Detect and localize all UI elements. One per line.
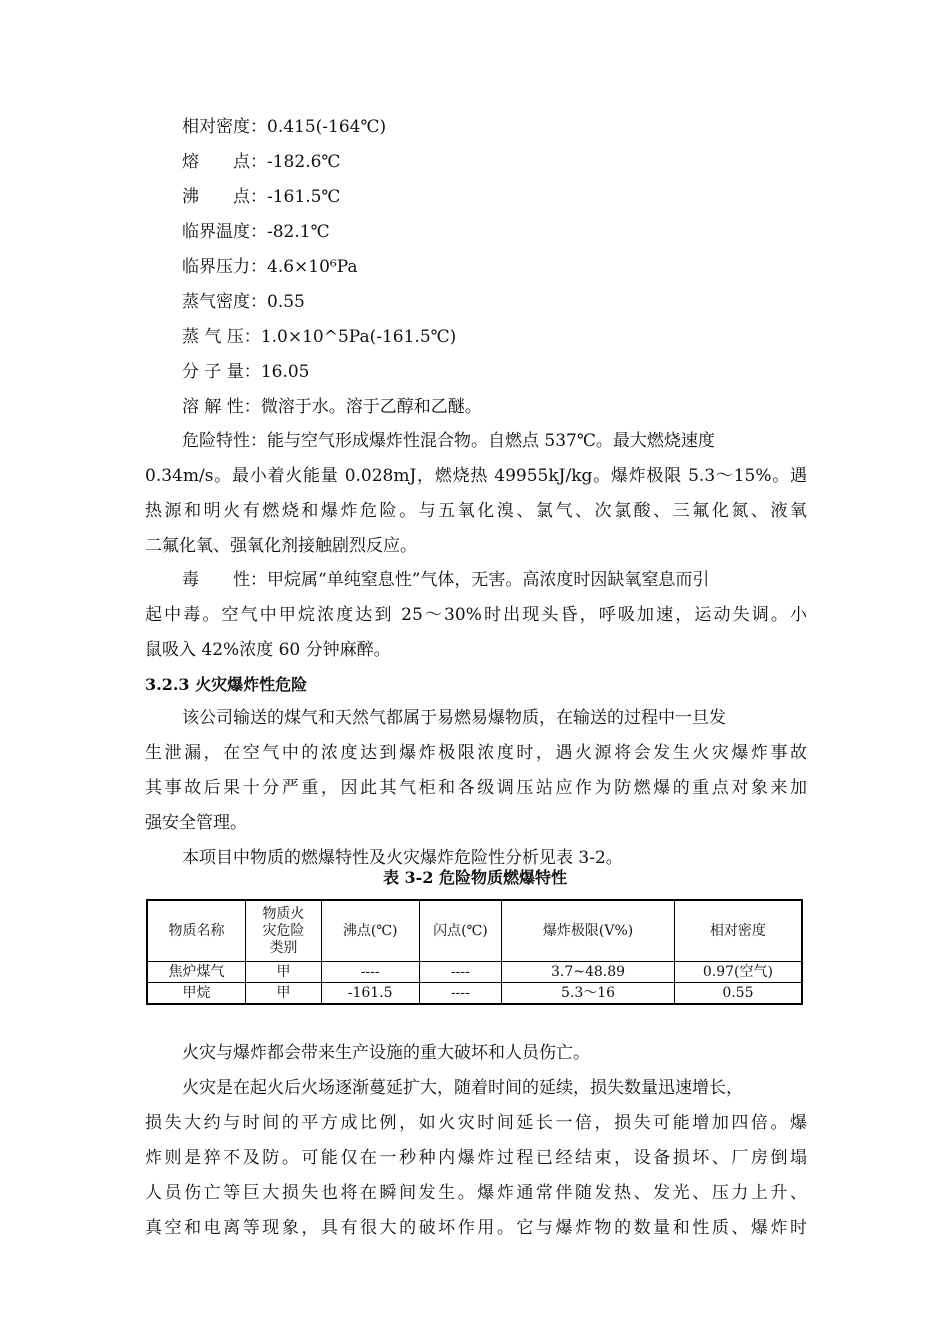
section-para-line-1: 该公司输送的煤气和天然气都属于易燃易爆物质，在输送的过程中一旦发 (182, 708, 726, 728)
table-header-cell: 爆炸极限(V%) (502, 900, 675, 962)
property-melting-point: 熔 点：-182.6℃ (182, 152, 341, 172)
property-vapor-pressure: 蒸 气 压：1.0×10^5Pa(-161.5℃) (182, 327, 457, 347)
after-para-2-line-5: 真空和电离等现象，具有很大的破坏作用。它与爆炸物的数量和性质、爆炸时 (145, 1218, 807, 1238)
table-cell: 甲烷 (147, 983, 246, 1005)
table-row (147, 983, 802, 1005)
property-molecular-weight: 分 子 量：16.05 (182, 362, 310, 382)
after-para-2-line-2: 损失大约与时间的平方成比例，如火灾时间延长一倍，损失可能增加四倍。爆 (145, 1113, 807, 1133)
property-critical-pressure: 临界压力：4.6×10⁶Pa (182, 257, 358, 277)
table-header-cell: 闪点(℃) (419, 900, 502, 962)
property-boiling-point: 沸 点：-161.5℃ (182, 187, 341, 207)
property-solubility: 溶 解 性：微溶于水。溶于乙醇和乙醚。 (182, 397, 482, 417)
after-para-2-line-1: 火灾是在起火后火场逐渐蔓延扩大，随着时间的延续，损失数量迅速增长， (182, 1078, 743, 1098)
table-cell: -161.5 (321, 983, 419, 1005)
section-para-line-2: 生泄漏，在空气中的浓度达到爆炸极限浓度时，遇火源将会发生火灾爆炸事故 (145, 743, 807, 763)
table-header-row (147, 900, 802, 962)
hazard-line-3: 热源和明火有燃烧和爆炸危险。与五氧化溴、氯气、次氯酸、三氟化氮、液氧 (145, 501, 807, 521)
table-cell: ---- (419, 983, 502, 1005)
table-row (147, 962, 802, 983)
table-caption: 表 3-2 危险物质燃爆特性 (382, 868, 568, 887)
hazard-line-4: 二氟化氧、强氧化剂接触剧烈反应。 (145, 536, 417, 556)
toxicity-line-2: 起中毒。空气中甲烷浓度达到 25～30%时出现头昏，呼吸加速，运动失调。小 (145, 605, 807, 625)
toxicity-line-3: 鼠吸入 42%浓度 60 分钟麻醉。 (145, 640, 391, 660)
property-relative-density: 相对密度：0.415(-164℃) (182, 117, 387, 137)
section-para-line-4: 强安全管理。 (145, 813, 247, 833)
toxicity-line-1: 毒 性：甲烷属“单纯窒息性”气体，无害。高浓度时因缺氧窒息而引 (182, 570, 710, 590)
table-intro: 本项目中物质的燃爆特性及火灾爆炸危险性分析见表 3-2。 (182, 848, 623, 868)
table-cell: ---- (321, 962, 419, 983)
table-header-cell: 物质火 灾危险 类别 (246, 900, 322, 962)
section-heading: 3.2.3 火灾爆炸性危险 (145, 675, 308, 694)
table-cell: 3.7~48.89 (502, 962, 675, 983)
table-header-cell: 沸点(℃) (321, 900, 419, 962)
table-cell: 0.97(空气) (674, 962, 802, 983)
property-vapor-density: 蒸气密度：0.55 (182, 292, 305, 312)
after-para-2-line-3: 炸则是猝不及防。可能仅在一秒种内爆炸过程已经结束，设备损坏、厂房倒塌 (145, 1148, 807, 1168)
after-para-2-line-4: 人员伤亡等巨大损失也将在瞬间发生。爆炸通常伴随发热、发光、压力上升、 (145, 1183, 807, 1203)
hazard-line-1: 危险特性：能与空气形成爆炸性混合物。自燃点 537℃。最大燃烧速度 (182, 431, 715, 451)
table-cell: ---- (419, 962, 502, 983)
hazard-table (146, 899, 803, 1005)
table-cell: 甲 (246, 962, 322, 983)
table-cell: 0.55 (674, 983, 802, 1005)
table-cell: 甲 (246, 983, 322, 1005)
table-header-cell: 物质名称 (147, 900, 246, 962)
table-cell: 焦炉煤气 (147, 962, 246, 983)
property-critical-temperature: 临界温度：-82.1℃ (182, 222, 330, 242)
table-header-cell: 相对密度 (674, 900, 802, 962)
table-cell: 5.3～16 (502, 983, 675, 1005)
after-para-1: 火灾与爆炸都会带来生产设施的重大破坏和人员伤亡。 (182, 1043, 590, 1063)
section-para-line-3: 其事故后果十分严重，因此其气柜和各级调压站应作为防燃爆的重点对象来加 (145, 778, 807, 798)
hazard-line-2: 0.34m/s。最小着火能量 0.028mJ，燃烧热 49955kJ/kg。爆炸极限 5.3～15%。遇 (145, 466, 807, 486)
